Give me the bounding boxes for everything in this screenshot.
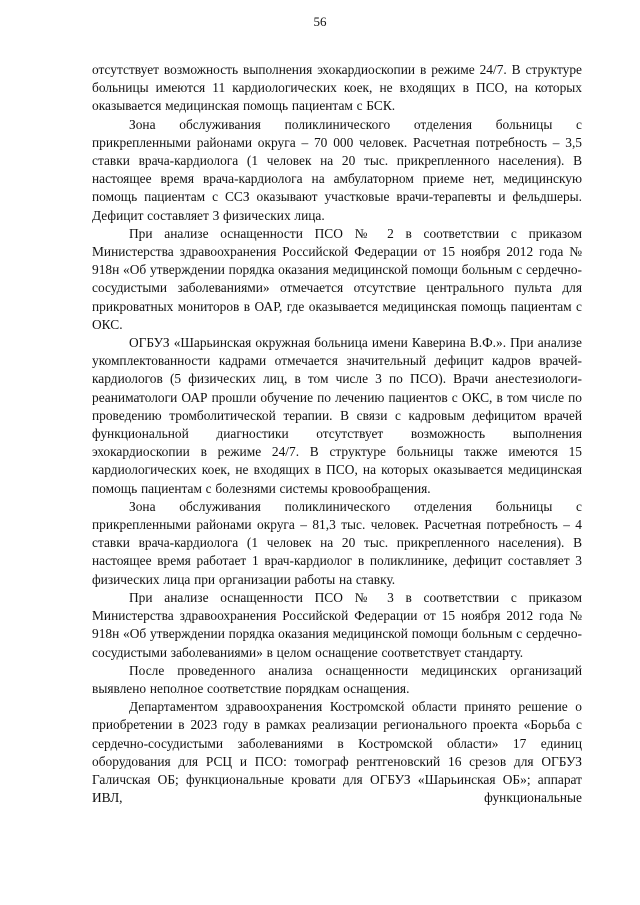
page-number: 56 — [313, 14, 327, 29]
paragraph-6: При анализе оснащенности ПСО № 3 в соответствии с приказом Министерства здравоохранения Российской Федерации от 15 ноября 2012 года № 918н «Об утверждении порядка оказания медицинской помощи больным с сердечно-сосудистыми заболеваниями» в целом оснащение соответствует стандарту. — [92, 589, 582, 660]
paragraph-3: При анализе оснащенности ПСО № 2 в соответствии с приказом Министерства здравоохранения Российской Федерации от 15 ноября 2012 года № 918н «Об утверждении порядка оказания медицинской помощи больным с сердечно-сосудистыми заболеваниями» отмечается отсутствие центрального пульта для прикроватных мониторов в ОАР, где оказывается медицинская помощь пациентам с ОКС. — [92, 225, 582, 332]
body-text — [92, 61, 582, 807]
paragraph-4: ОГБУЗ «Шарьинская окружная больница имени Каверина В.Ф.». При анализе укомплектованности кадрами отмечается значительный дефицит кадров врачей-кардиологов (5 физических лиц, в том числе 3 по ПСО). Врачи анестезиологи-реаниматологи ОАР прошли обучение по лечению пациентов с ОКС, в том числе по проведению тромболитической терапии. В связи с кадровым дефицитом врачей функциональной диагностики отсутствует возможность выполнения эхокардиоскопии в режиме 24/7. В структуре больницы также имеются 15 кардиологических коек, не входящих в ПСО, на которых оказывается медицинская помощь пациентам с болезнями системы кровообращения. — [92, 335, 582, 496]
paragraph-1: отсутствует возможность выполнения эхокардиоскопии в режиме 24/7. В структуре больницы имеются 11 кардиологических коек, не входящих в ПСО, на которых оказывается медицинская помощь пациентам с БСК. — [92, 62, 582, 114]
paragraph-5: Зона обслуживания поликлинического отделения больницы с прикрепленными районами округа – 81,3 тыс. человек. Расчетная потребность – 4 ставки врача-кардиолога (1 человек на 20 тыс. прикрепленного населения). В настоящее время работает 1 врач-кардиолог в поликлинике, дефицит составляет 3 физических лица при организации работы на ставку. — [92, 498, 582, 587]
paragraph-8: Департаментом здравоохранения Костромской области принято решение о приобретении в 2023 году в рамках реализации регионального проекта «Борьба с сердечно-сосудистыми заболеваниями в Костромской области» 17 единиц оборудования для РСЦ и ПСО: томограф рентгеновский 16 срезов для ОГБУЗ Галичская ОБ; функциональные кровати для ОГБУЗ «Шарьинская ОБ»; аппарат ИВЛ, функциональные — [92, 699, 582, 806]
paragraph-2: Зона обслуживания поликлинического отделения больницы с прикрепленными районами округа – 70 000 человек. Расчетная потребность – 3,5 ставки врача-кардиолога (1 человек на 20 тыс. прикрепленного населения). В настоящее время врача-кардиолога на амбулаторном приеме нет, медицинскую помощь пациентам с ССЗ оказывают участковые врачи-терапевты и фельдшеры. Дефицит составляет 3 физических лица. — [92, 116, 582, 223]
paragraph-7: После проведенного анализа оснащенности медицинских организаций выявлено неполное соответствие порядкам оснащения. — [92, 662, 582, 696]
